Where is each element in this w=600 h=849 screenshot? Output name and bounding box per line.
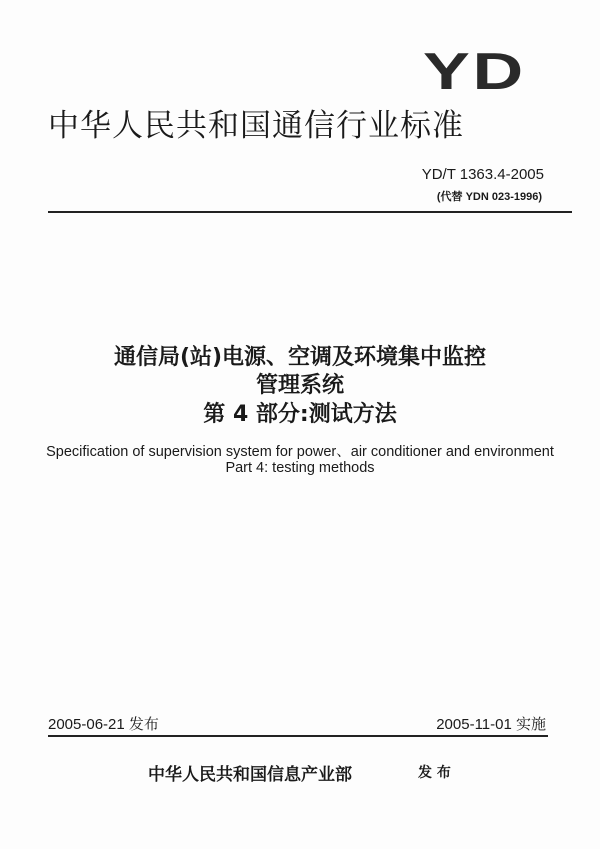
yd-logo: YD [423, 43, 526, 101]
issuer: 中华人民共和国信息产业部 [148, 765, 352, 785]
implement-date: 2005-11-01 实施 [436, 716, 546, 733]
footer-divider [48, 735, 548, 737]
replaces-note: (代替 YDN 023-1996) [436, 191, 542, 203]
standard-category-title: 中华人民共和国通信行业标准 [48, 108, 464, 144]
publish-date: 2005-06-21 发布 [48, 716, 159, 733]
title-cn-line1: 通信局(站)电源、空调及环境集中监控 [113, 345, 487, 370]
title-en-line2: Part 4: testing methods [225, 460, 375, 476]
title-en-line1: Specification of supervision system for power、air conditioner and environment [46, 444, 554, 460]
header-divider [48, 211, 572, 213]
standard-code: YD/T 1363.4-2005 [421, 166, 544, 183]
title-cn-line3: 第 4 部分:测试方法 [203, 402, 397, 427]
issuer-action: 发 布 [418, 765, 451, 781]
title-cn-line2: 管理系统 [255, 373, 344, 398]
